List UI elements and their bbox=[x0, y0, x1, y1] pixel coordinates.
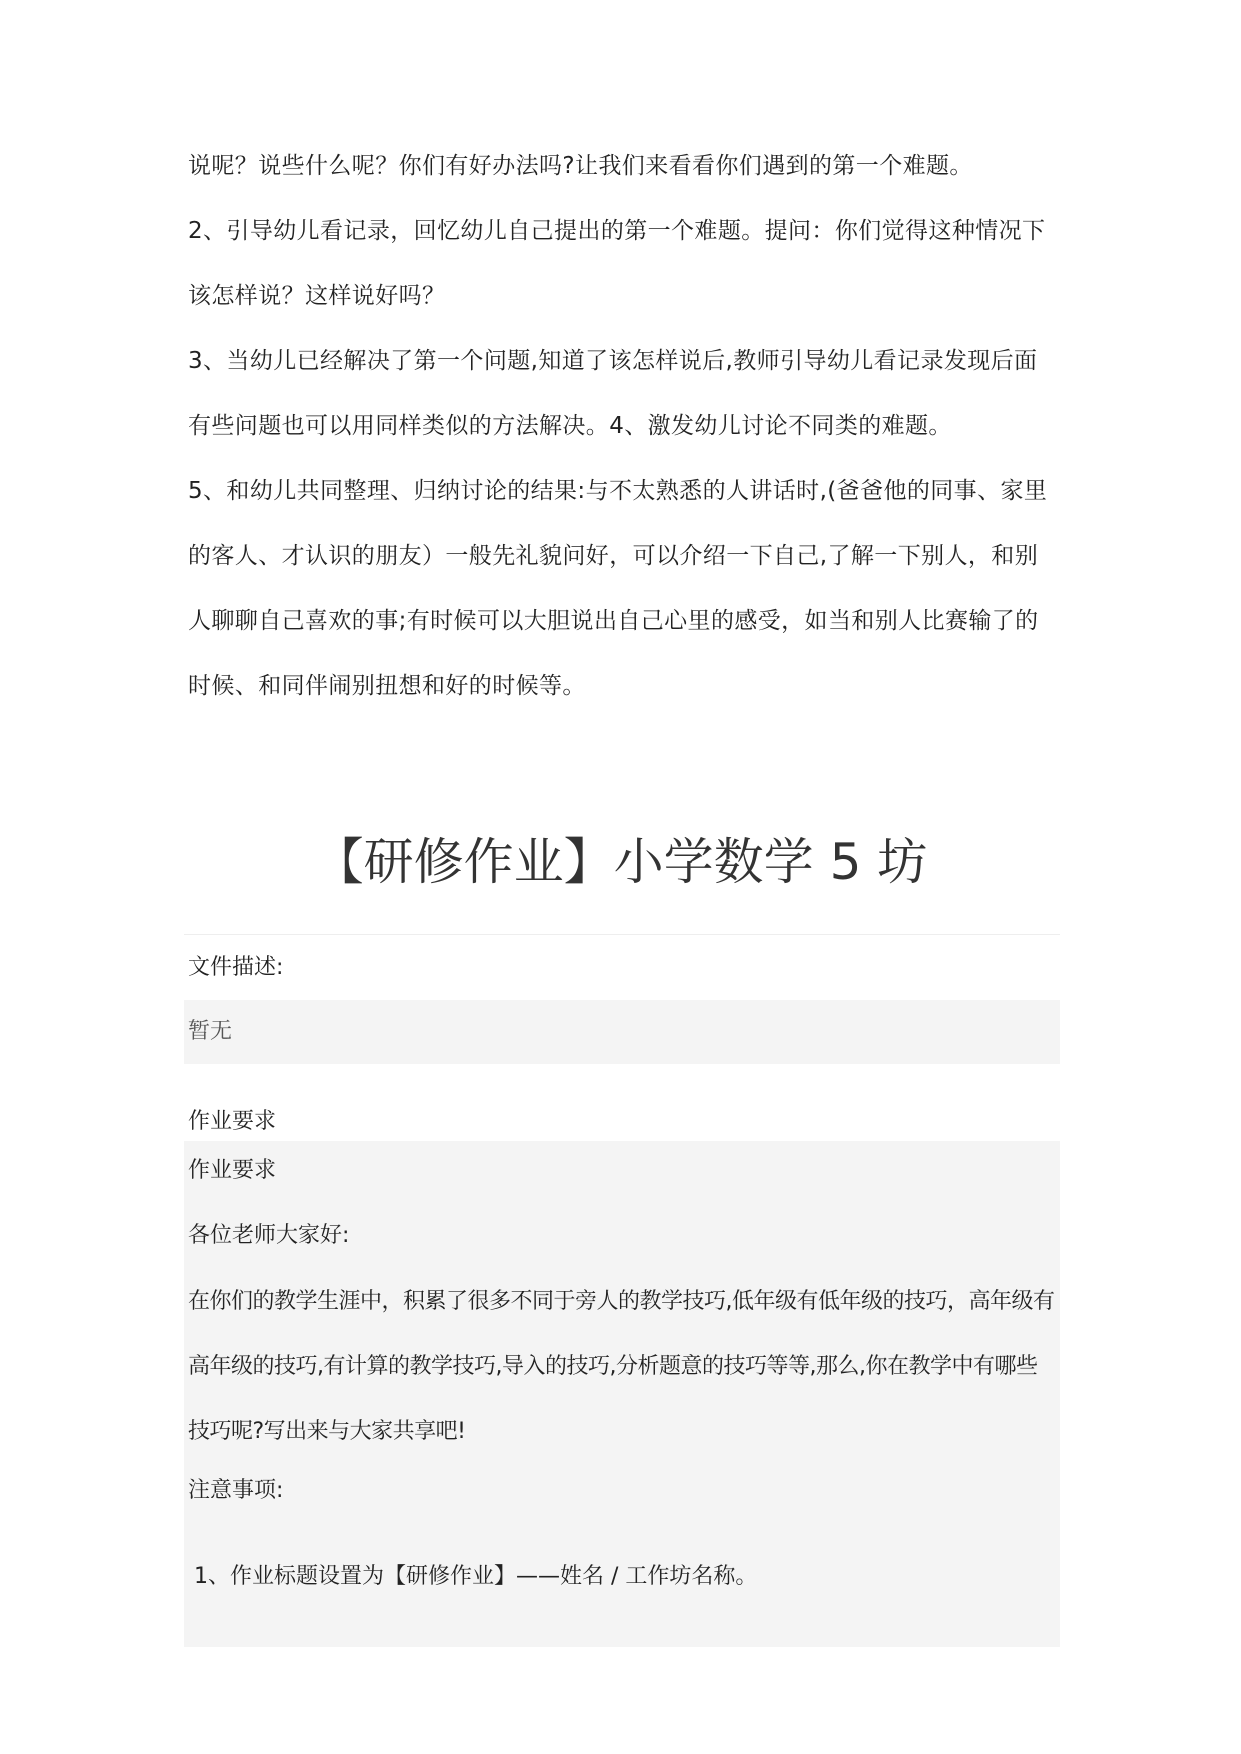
paragraph-intro: 说呢？说些什么呢？你们有好办法吗?让我们来看看你们遇到的第一个难题。 bbox=[188, 153, 973, 179]
note-item-1: 1、作业标题设置为【研修作业】——姓名 / 工作坊名称。 bbox=[194, 1564, 758, 1589]
requirements-heading: 作业要求 bbox=[188, 1158, 277, 1183]
notes-label: 注意事项: bbox=[188, 1478, 284, 1503]
assignment-title: 【研修作业】小学数学 5 坊 bbox=[313, 833, 928, 891]
requirements-body: 在你们的教学生涯中，积累了很多不同于旁人的教学技巧,低年级有低年级的技巧，高年级有高年级的技巧,有计算的教学技巧,导入的技巧,分析题意的技巧等等,那么,你在教学中有哪些技巧呢?写出来与大家共享吧! bbox=[188, 1289, 1055, 1444]
description-label: 文件描述: bbox=[188, 955, 284, 980]
requirements-label: 作业要求 bbox=[188, 1109, 277, 1134]
requirements-box bbox=[184, 1141, 1060, 1647]
title-divider bbox=[184, 934, 1060, 935]
lesson-continuation-text bbox=[188, 134, 1060, 719]
paragraph-step-2: 2、引导幼儿看记录，回忆幼儿自己提出的第一个难题。提问：你们觉得这种情况下该怎样说？这样说好吗？ bbox=[188, 218, 1046, 309]
paragraph-step-5: 5、和幼儿共同整理、归纳讨论的结果:与不太熟悉的人讲话时,(爸爸他的同事、家里的客人、才认识的朋友）一般先礼貌问好，可以介绍一下自己,了解一下别人，和别人聊聊自己喜欢的事;有时候可以大胆说出自己心里的感受，如当和别人比赛输了的时候、和同伴闹别扭想和好的时候等。 bbox=[188, 478, 1048, 699]
description-value: 暂无 bbox=[188, 1019, 233, 1044]
requirements-greeting: 各位老师大家好: bbox=[188, 1223, 350, 1248]
description-box bbox=[184, 1000, 1060, 1064]
paragraph-step-3-4: 3、当幼儿已经解决了第一个问题,知道了该怎样说后,教师引导幼儿看记录发现后面有些问题也可以用同样类似的方法解决。4、激发幼儿讨论不同类的难题。 bbox=[188, 348, 1038, 439]
